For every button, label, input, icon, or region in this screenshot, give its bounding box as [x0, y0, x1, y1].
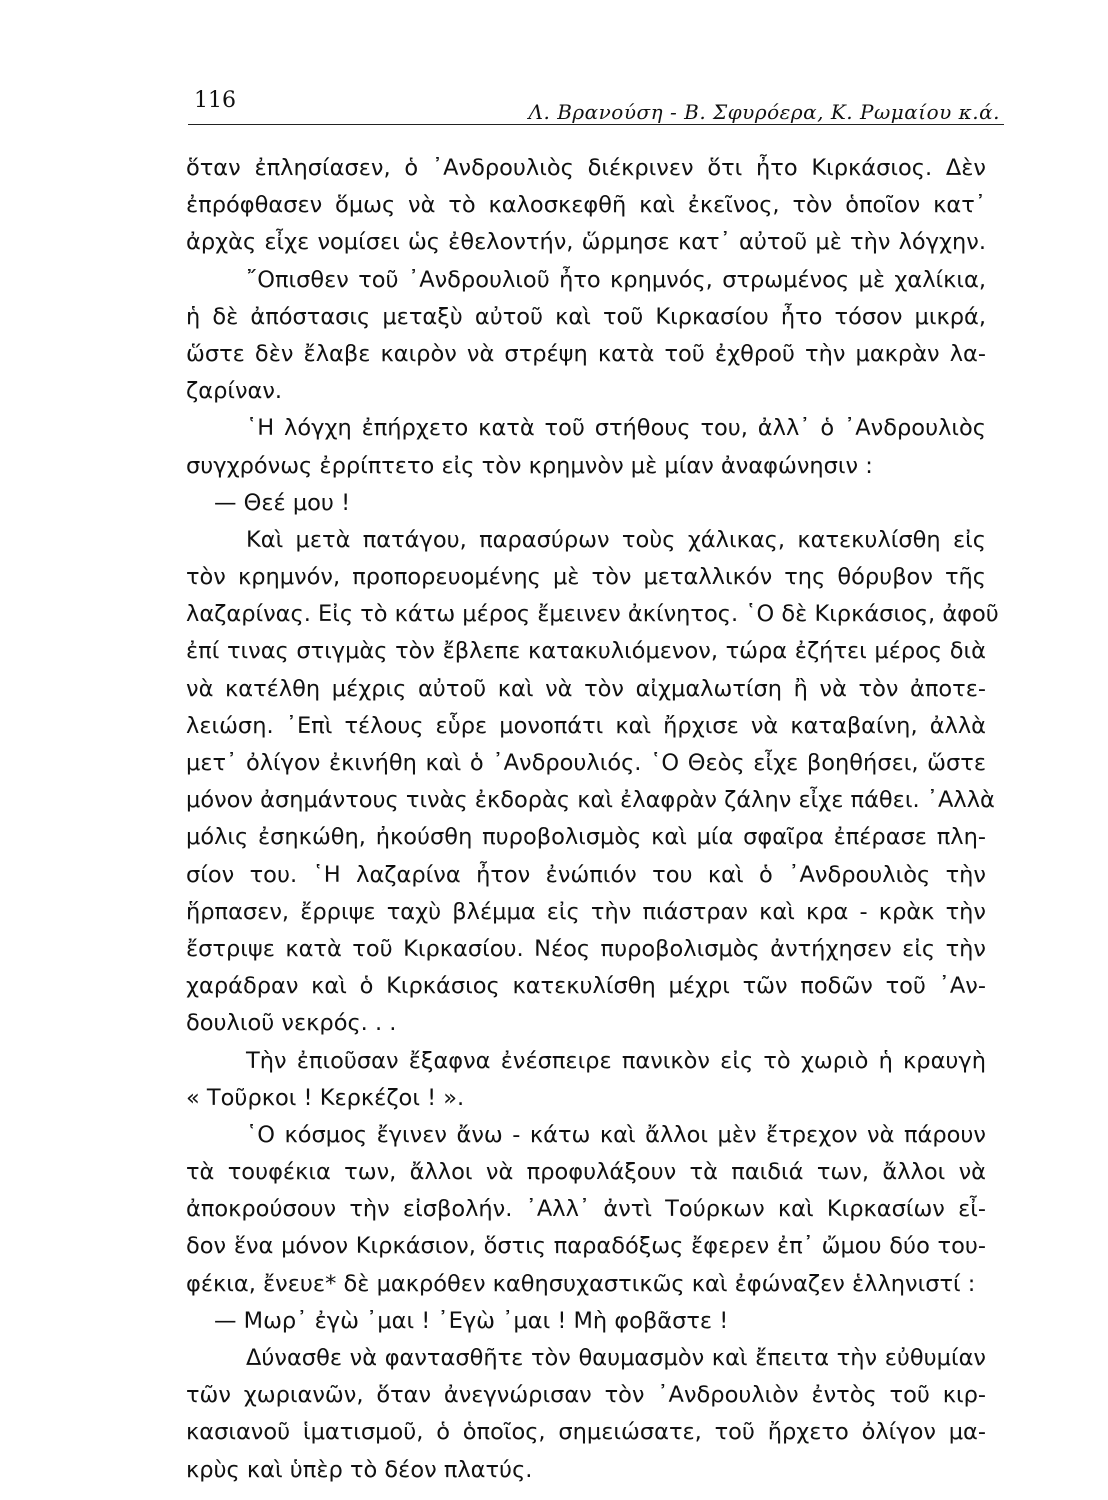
text-line: ἀρχὰς εἶχε νομίσει ὡς ἐθελοντήν, ὥρμησε κατ᾿ αὐτοῦ μὲ τὴν λόγχην. [186, 229, 986, 256]
text-line: ἐπρόφθασεν ὅμως νὰ τὸ καλοσκεφθῆ καὶ ἐκεῖνος, τὸν ὁποῖον κατ᾿ [186, 192, 986, 219]
text-line: τὰ τουφέκια των, ἄλλοι νὰ προφυλάξουν τὰ παιδιά των, ἄλλοι νὰ [186, 1159, 986, 1186]
text-line: ὅταν ἐπλησίασεν, ὁ ᾿Ανδρουλιὸς διέκρινεν ὅτι ἦτο Κιρκάσιος. Δὲν [186, 155, 986, 181]
text-line: ῾Ο κόσμος ἔγινεν ἄνω - κάτω καὶ ἄλλοι μὲν ἔτρεχον νὰ πάρουν [246, 1121, 986, 1148]
text-line: ῾Η λόγχη ἐπήρχετο κατὰ τοῦ στήθους του, ἀλλ᾿ ὁ ᾿Ανδρουλιὸς [246, 415, 986, 442]
text-line: ἀποκρούσουν τὴν εἰσβολήν. ᾿Αλλ᾿ ἀντὶ Τούρκων καὶ Κιρκασίων εἶ- [186, 1196, 986, 1223]
text-line: ἥρπασεν, ἔρριψε ταχὺ βλέμμα εἰς τὴν πιάστραν καὶ κρα - κρὰκ τὴν [186, 898, 986, 925]
text-line: ἡ δὲ ἀπόστασις μεταξὺ αὐτοῦ καὶ τοῦ Κιρκασίου ἦτο τόσον μικρά, [186, 303, 986, 330]
page-header [188, 82, 1006, 126]
text-line: ἔστριψε κατὰ τοῦ Κιρκασίου. Νέος πυροβολισμὸς ἀντήχησεν εἰς τὴν [186, 935, 986, 962]
text-line: ὥστε δὲν ἔλαβε καιρὸν νὰ στρέψη κατὰ τοῦ ἐχθροῦ τὴν μακρὰν λα- [186, 340, 986, 367]
text-line: μετ᾿ ὀλίγον ἐκινήθη καὶ ὁ ᾿Ανδρουλιός. ῾Ο Θεὸς εἶχε βοηθήσει, ὥστε [186, 750, 986, 776]
text-line: κρὺς καὶ ὑπὲρ τὸ δέον πλατύς. [186, 1456, 533, 1483]
header-rule [188, 124, 1004, 125]
text-line: τὸν κρημνόν, προπορευομένης μὲ τὸν μεταλλικόν της θόρυβον τῆς [186, 564, 986, 591]
text-line: λαζαρίνας. Εἰς τὸ κάτω μέρος ἔμεινεν ἀκίνητος. ῾Ο δὲ Κιρκάσιος, ἀφοῦ [186, 601, 999, 628]
text-line: Δύνασθε νὰ φαντασθῆτε τὸν θαυμασμὸν καὶ ἔπειτα τὴν εὐθυμίαν [246, 1345, 986, 1371]
text-line: ἐπί τινας στιγμὰς τὸν ἔβλεπε κατακυλιόμενον, τώρα ἐζήτει μέρος διὰ [186, 638, 986, 665]
text-line: ῎Οπισθεν τοῦ ᾿Ανδρουλιοῦ ἦτο κρημνός, στρωμένος μὲ χαλίκια, [246, 266, 986, 293]
page-number: 116 [194, 88, 236, 113]
text-line: τῶν χωριανῶν, ὅταν ἀνεγνώρισαν τὸν ᾿Ανδρουλιὸν ἐντὸς τοῦ κιρ- [186, 1382, 986, 1409]
text-line: φέκια, ἔνευε* δὲ μακρόθεν καθησυχαστικῶς καὶ ἐφώναζεν ἑλληνιστί : [186, 1270, 976, 1297]
text-line: « Τοῦρκοι ! Κερκέζοι ! ». [186, 1084, 465, 1111]
text-line: Τὴν ἐπιοῦσαν ἔξαφνα ἐνέσπειρε πανικὸν εἰς τὸ χωριὸ ἡ κραυγὴ [246, 1047, 986, 1074]
text-line: ζαρίναν. [186, 378, 283, 405]
text-line: κασιανοῦ ἱματισμοῦ, ὁ ὁποῖος, σημειώσατε, τοῦ ἤρχετο ὀλίγον μα- [186, 1419, 986, 1446]
body-text [186, 150, 999, 1489]
text-line: χαράδραν καὶ ὁ Κιρκάσιος κατεκυλίσθη μέχρι τῶν ποδῶν τοῦ ᾿Αν- [186, 973, 986, 1000]
text-line: — Θεέ μου ! [214, 489, 351, 516]
text-line: μόνον ἀσημάντους τινὰς ἐκδορὰς καὶ ἐλαφρὰν ζάλην εἶχε πάθει. ᾿Αλλὰ [186, 787, 995, 814]
text-line: νὰ κατέλθη μέχρις αὐτοῦ καὶ νὰ τὸν αἰχμαλωτίση ἢ νὰ τὸν ἀποτε- [186, 675, 986, 702]
text-line: σίον του. ῾Η λαζαρίνα ἦτον ἐνώπιόν του καὶ ὁ ᾿Ανδρουλιὸς τὴν [186, 861, 986, 888]
text-line: δουλιοῦ νεκρός. . . [186, 1010, 397, 1037]
text-line: Καὶ μετὰ πατάγου, παρασύρων τοὺς χάλικας, κατεκυλίσθη εἰς [246, 526, 986, 553]
text-line: συγχρόνως ἐρρίπτετο εἰς τὸν κρημνὸν μὲ μίαν ἀναφώνησιν : [186, 452, 873, 479]
text-line: δον ἕνα μόνον Κιρκάσιον, ὅστις παραδόξως ἔφερεν ἐπ᾿ ὤμου δύο του- [186, 1233, 986, 1260]
running-head: Λ. Βρανούση - Β. Σφυρόερα, Κ. Ρωμαίου κ.ά. [528, 100, 1000, 124]
text-line: μόλις ἐσηκώθη, ἠκούσθη πυροβολισμὸς καὶ μία σφαῖρα ἐπέρασε πλη- [186, 824, 986, 851]
text-line: — Μωρ᾿ ἐγὼ ᾿μαι ! ᾿Εγὼ ᾿μαι ! Μὴ φοβᾶστε ! [214, 1307, 729, 1334]
text-line: λειώση. ᾿Επὶ τέλους εὗρε μονοπάτι καὶ ἤρχισε νὰ καταβαίνη, ἀλλὰ [186, 712, 986, 739]
